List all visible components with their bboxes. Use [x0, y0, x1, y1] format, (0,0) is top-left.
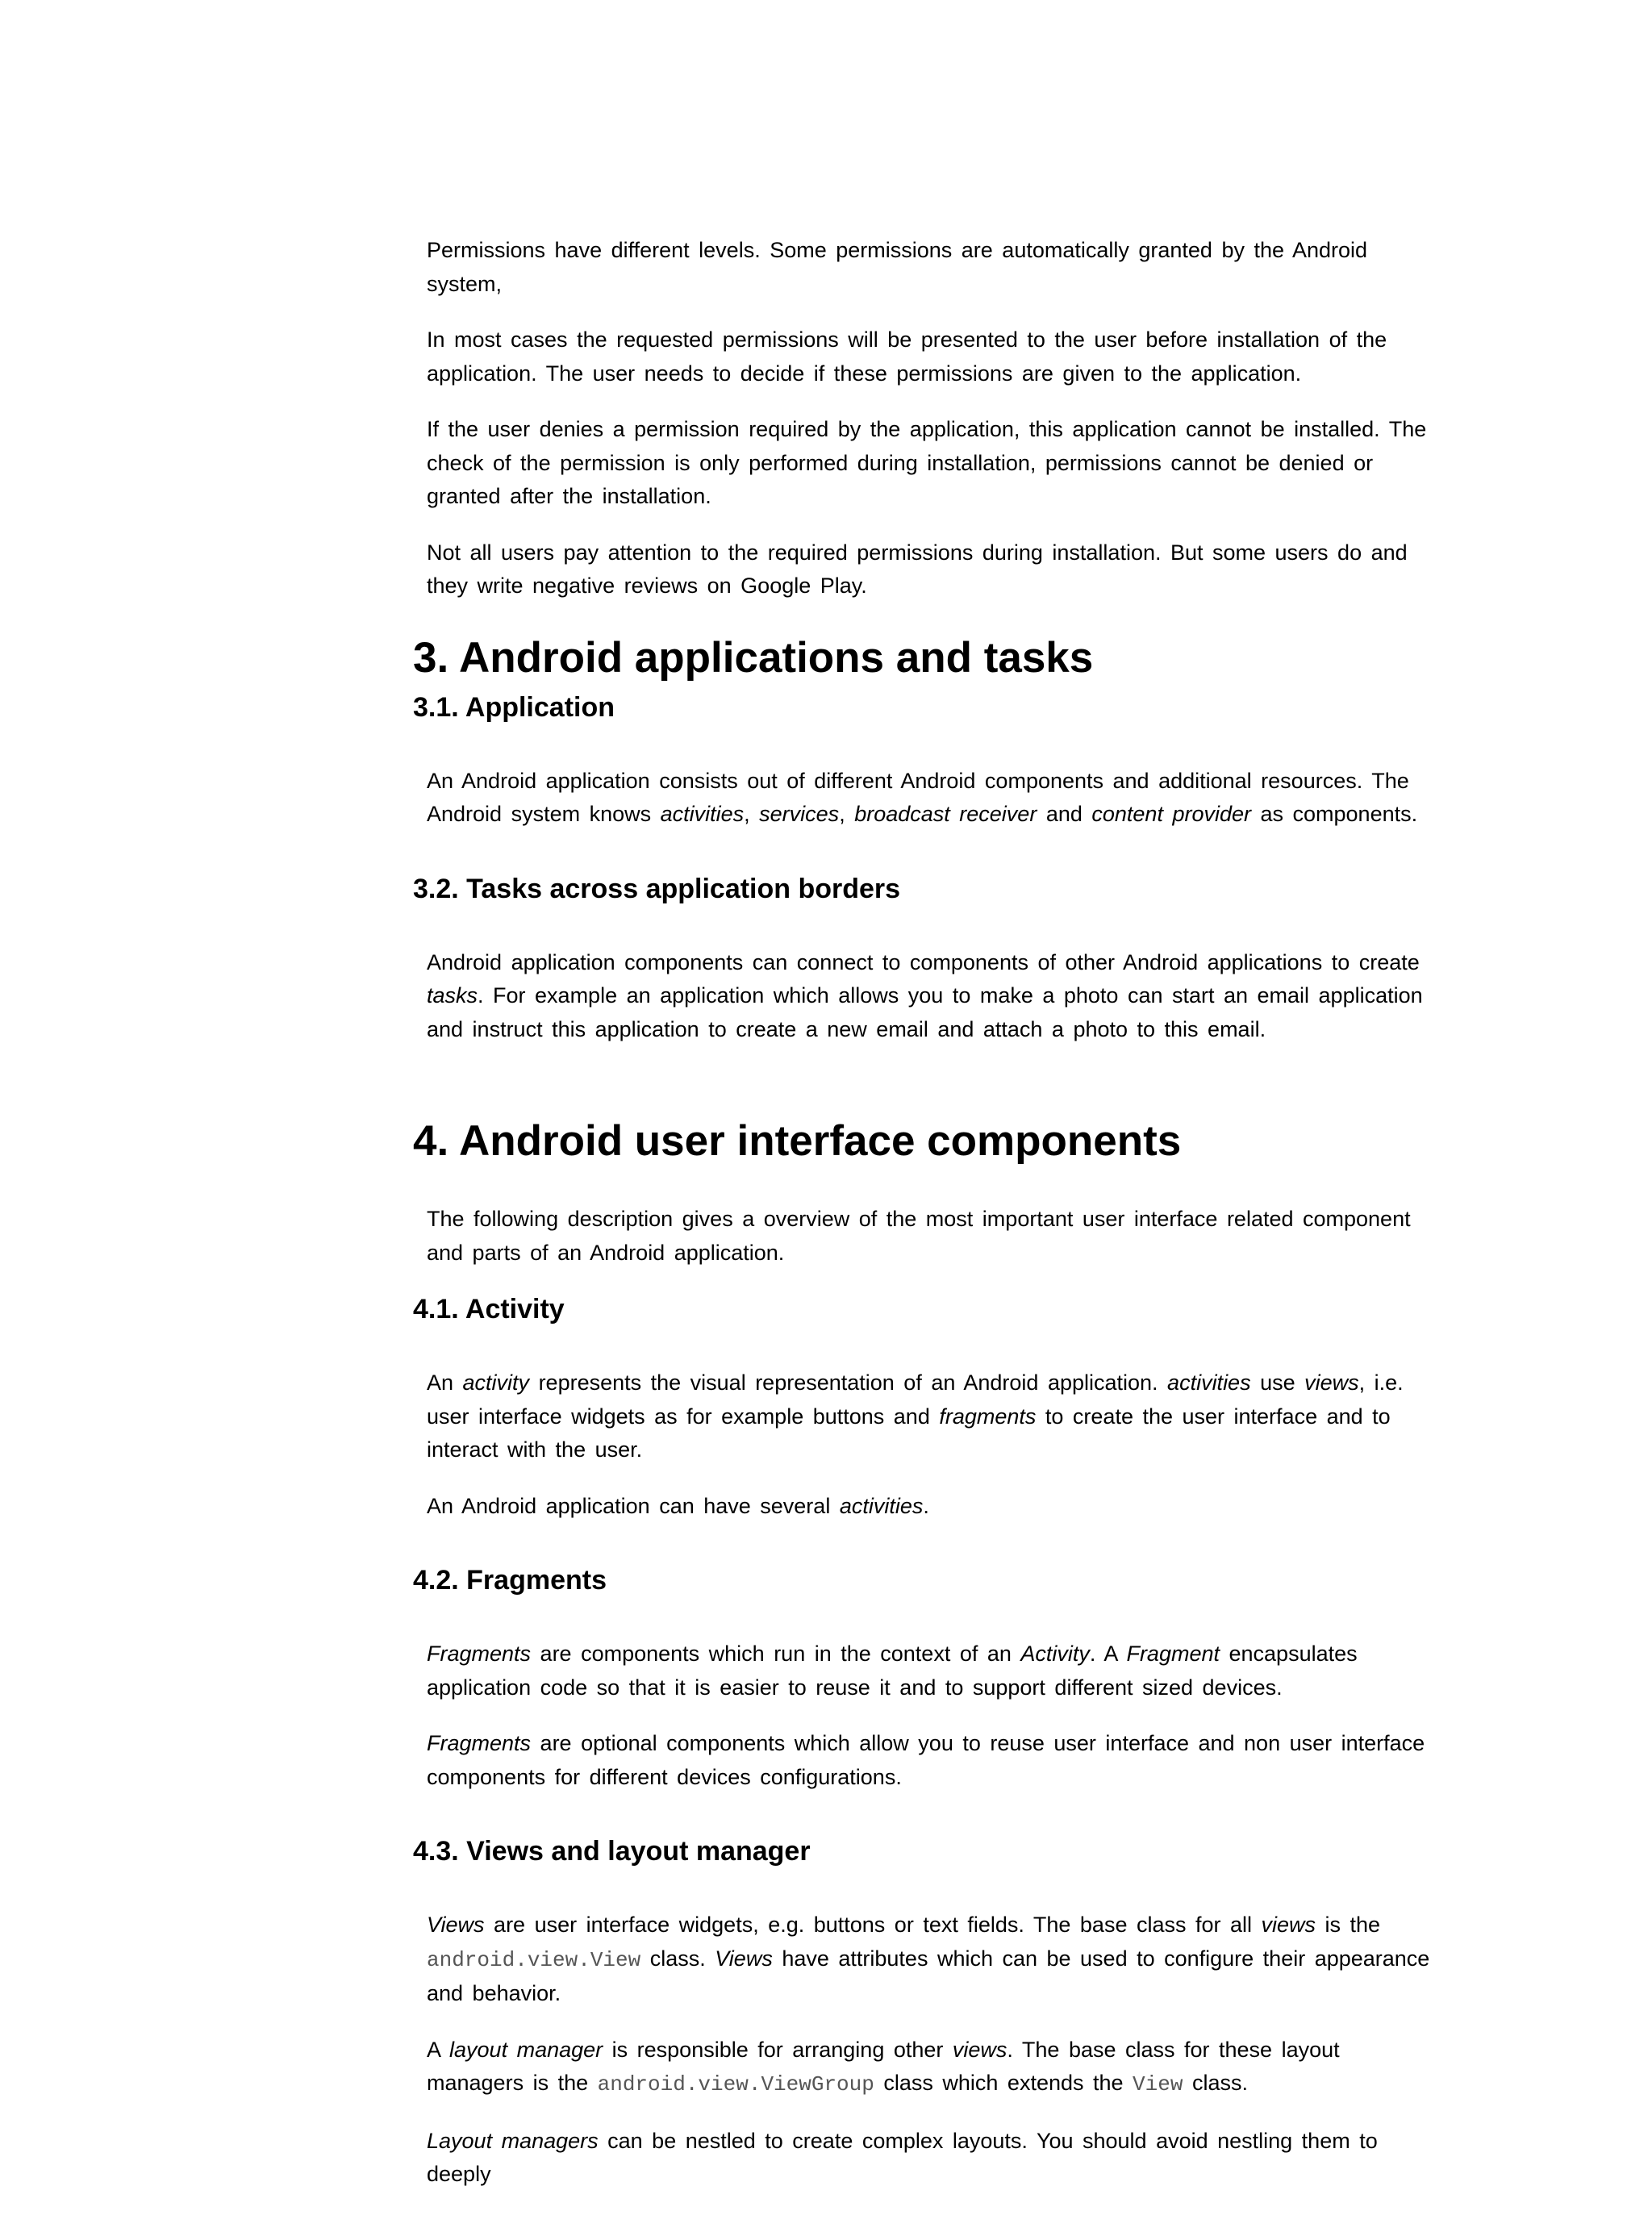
code-text: View — [1133, 2072, 1183, 2096]
text-run: If the user denies a permission required by the application, this application cannot be installed. The check of the permission is only performed during installation, permissions cannot be denied or granted after the installation. — [427, 417, 1427, 508]
emphasis-text: activities — [839, 1493, 924, 1518]
section-title: 3. Android applications and tasks — [413, 633, 1094, 682]
emphasis-text: views — [952, 2037, 1007, 2062]
spacer — [413, 1326, 1446, 1366]
subsection-title: 4.2. Fragments — [413, 1565, 607, 1596]
subsection — [413, 1292, 1446, 1563]
emphasis-text: layout manager — [449, 2037, 603, 2062]
code-text: android.view.ViewGroup — [597, 2072, 874, 2096]
spacer — [413, 2214, 1446, 2232]
paragraph — [427, 1203, 1446, 1270]
section — [413, 603, 1446, 1087]
text-run: as components. — [1251, 802, 1418, 826]
emphasis-text: broadcast receiver — [854, 802, 1037, 826]
subsection-title: 4.1. Activity — [413, 1294, 565, 1325]
emphasis-text: Fragments — [427, 1731, 532, 1755]
text-run: . The base class for these layout managers is the — [427, 2037, 1340, 2095]
paragraph — [427, 536, 1446, 603]
subsection — [413, 1563, 1446, 1834]
subsection — [413, 690, 1446, 872]
paragraph — [427, 323, 1446, 390]
spacer — [413, 854, 1446, 872]
spacer — [413, 1817, 1446, 1834]
text-run: encapsulates application code so that it is easier to reuse it and to support different sized devices. — [427, 1642, 1358, 1700]
text-run: An Android application can have several — [427, 1493, 840, 1518]
document-page — [413, 234, 1446, 2232]
paragraph — [427, 413, 1446, 514]
text-run: can be nestled to create complex layouts. You should avoid nestling them to deeply — [427, 2128, 1378, 2186]
text-run: class. — [640, 1946, 715, 1971]
spacer — [413, 1868, 1446, 1909]
emphasis-text: Views — [715, 1946, 773, 1971]
text-run: use — [1250, 1370, 1305, 1395]
emphasis-text: activities — [660, 802, 745, 826]
text-run: An — [427, 1370, 463, 1395]
spacer — [413, 684, 1446, 690]
emphasis-text: activity — [462, 1370, 530, 1395]
spacer — [413, 603, 1446, 632]
subsection-title: 3.2. Tasks across application borders — [413, 873, 901, 904]
text-run: . For example an application which allows you to make a photo can start an email application and instruct this application to create a new email and attach a photo to this email. — [427, 983, 1423, 1041]
emphasis-text: content provider — [1091, 802, 1251, 826]
text-run: , — [839, 802, 855, 826]
spacer — [413, 1087, 1446, 1116]
text-run: A — [427, 2037, 450, 2062]
emphasis-text: Fragments — [427, 1642, 532, 1666]
spacer — [413, 724, 1446, 765]
text-run: class. — [1183, 2071, 1248, 2095]
spacer — [413, 906, 1446, 946]
section-title: 4. Android user interface components — [413, 1117, 1182, 1165]
text-run: . — [923, 1493, 929, 1518]
emphasis-text: Views — [427, 1913, 485, 1937]
text-run: are user interface widgets, e.g. buttons or text fields. The base class for all — [484, 1913, 1262, 1937]
text-run: The following description gives a overview of the most important user interface related component and parts of an Android application. — [427, 1207, 1411, 1265]
text-run: is responsible for arranging other — [603, 2037, 953, 2062]
code-text: android.view.View — [427, 1947, 641, 1972]
text-run: , i.e. user interface widgets as for example buttons and — [427, 1370, 1404, 1429]
paragraph — [427, 946, 1446, 1047]
paragraph — [427, 1727, 1446, 1794]
paragraph — [427, 2125, 1446, 2192]
subsection — [413, 1834, 1446, 2232]
paragraph — [427, 234, 1446, 301]
emphasis-text: Activity — [1020, 1642, 1090, 1666]
emphasis-text: services — [759, 802, 840, 826]
subsection-title: 3.1. Application — [413, 691, 615, 723]
paragraph — [427, 1490, 1446, 1524]
paragraph — [427, 2034, 1446, 2102]
intro-block — [413, 234, 1446, 603]
text-run: are components which run in the context of an — [531, 1642, 1021, 1666]
emphasis-text: fragments — [939, 1404, 1037, 1429]
emphasis-text: Layout managers — [427, 2128, 599, 2153]
text-run: to create the user interface and to interact with the user. — [427, 1404, 1391, 1462]
spacer — [413, 1069, 1446, 1087]
spacer — [413, 1546, 1446, 1563]
text-run: Permissions have different levels. Some permissions are automatically granted by the Android system, — [427, 238, 1368, 296]
emphasis-text: Fragment — [1126, 1642, 1220, 1666]
text-run: , — [744, 802, 760, 826]
section — [413, 1087, 1446, 2232]
text-run: In most cases the requested permissions will be presented to the user before installation of the application. The user needs to decide if these permissions are given to the application. — [427, 327, 1387, 386]
spacer — [413, 1597, 1446, 1637]
subsection-title: 4.3. Views and layout manager — [413, 1836, 811, 1867]
text-run: . A — [1089, 1642, 1127, 1666]
paragraph — [427, 1366, 1446, 1467]
spacer — [413, 1167, 1446, 1203]
emphasis-text: views — [1304, 1370, 1359, 1395]
text-run: and — [1037, 802, 1092, 826]
text-run: An Android application consists out of different Android components and additional resources. The Android system knows — [427, 768, 1409, 826]
paragraph — [427, 1637, 1446, 1704]
paragraph — [427, 1909, 1446, 2011]
text-run: is the — [1316, 1913, 1381, 1937]
text-run: represents the visual representation of an Android application. — [529, 1370, 1168, 1395]
text-run: class which extends the — [874, 2071, 1133, 2095]
subsection — [413, 872, 1446, 1087]
emphasis-text: activities — [1167, 1370, 1251, 1395]
text-run: Android application components can connect to components of other Android applications to create — [427, 949, 1420, 974]
paragraph — [427, 765, 1446, 832]
text-run: are optional components which allow you to reuse user interface and non user interface components for different devices configurations. — [427, 1731, 1425, 1789]
emphasis-text: tasks — [427, 983, 478, 1008]
text-run: Not all users pay attention to the required permissions during installation. But some users do and they write negative reviews on Google Play. — [427, 540, 1408, 598]
text-run: have attributes which can be used to configure their appearance and behavior. — [427, 1946, 1430, 2005]
emphasis-text: views — [1261, 1913, 1316, 1937]
